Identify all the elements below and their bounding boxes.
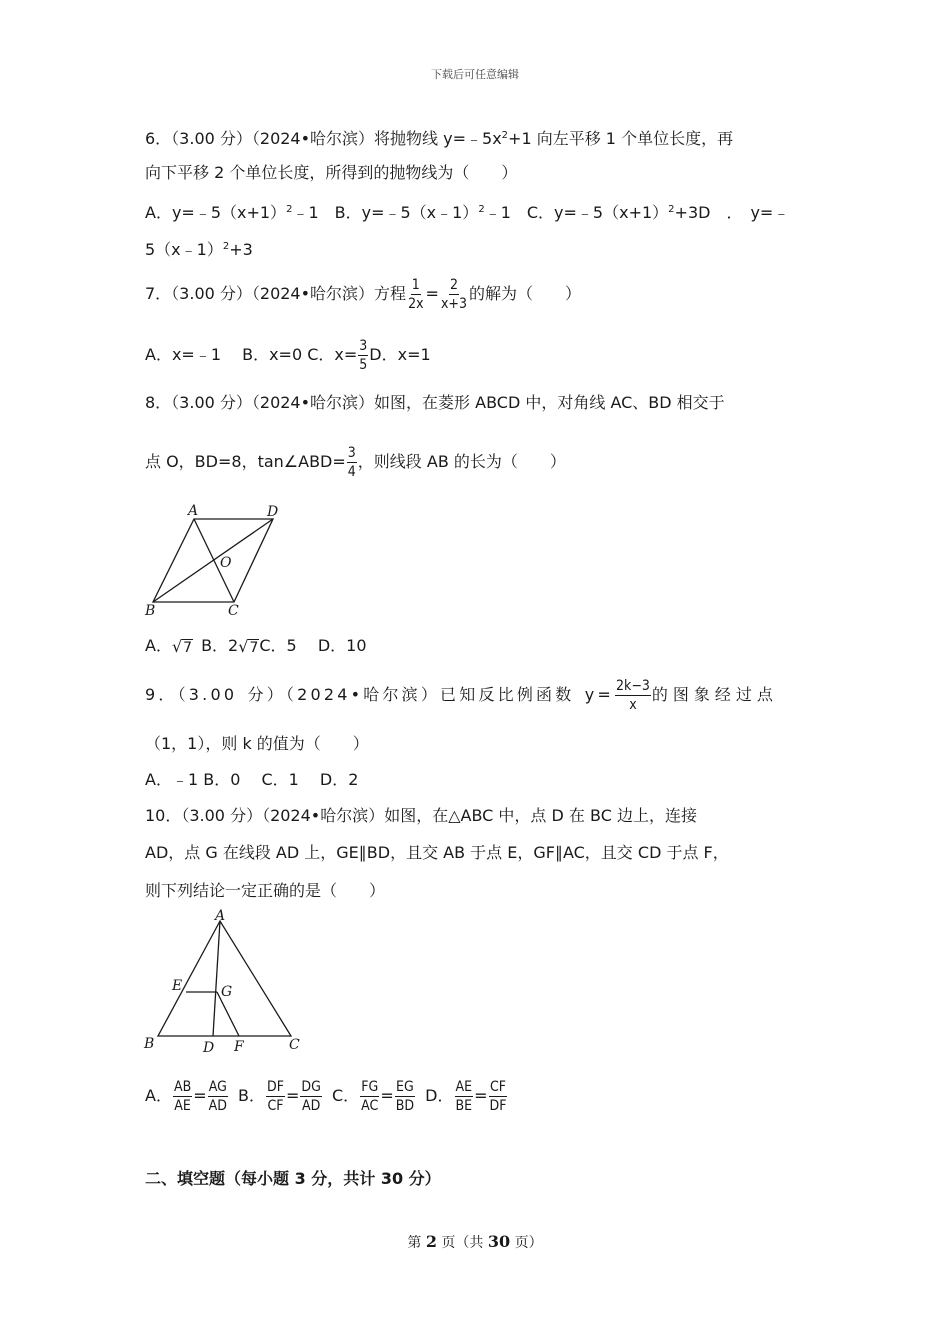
q9-options: A．﹣1 B．0 C．1 D．2 — [145, 770, 359, 789]
q8-stem-line1: 8．（3.00 分）（2024•哈尔滨）如图，在菱形 ABCD 中，对角线 AC、BD 相交于 — [145, 393, 725, 412]
label-e: E — [172, 978, 183, 994]
label-c: C — [289, 1037, 300, 1053]
label-a: A — [215, 908, 226, 924]
q6-stem-line1 — [145, 125, 733, 150]
q9-stem-tail: 的图象经过点 — [651, 685, 778, 704]
q7-options — [145, 338, 431, 373]
q6-exp-a: 2 — [286, 204, 293, 215]
q9-stem-line1 — [145, 678, 778, 713]
q10-option-b: B． $\frac{DF}{CF}$ = $\frac{DG}{AD}$ — [238, 1079, 321, 1114]
q6-options-line1 — [145, 199, 789, 224]
q7-stem-text: 7．（3.00 分）（2024•哈尔滨）方程 — [145, 284, 407, 303]
q8-rhombus-figure — [140, 498, 290, 620]
q7-options-text: A．x=﹣1 B．x=0 C．x= — [145, 345, 358, 364]
q6-exp-d: 2 — [222, 241, 230, 252]
q10-option-a: A． $\frac{AB}{AE}$ = $\frac{AG}{AD}$ — [145, 1079, 227, 1114]
q6-stem-line2: 向下平移 2 个单位长度，所得到的抛物线为（ ） — [145, 163, 518, 182]
q10-options — [145, 1079, 508, 1114]
total-pages: 30 — [487, 1232, 511, 1251]
q6-option-d-tail: +3 — [229, 240, 253, 259]
label-o: O — [220, 555, 232, 571]
q8-stem-tail: ，则线段 AB 的长为（ ） — [357, 452, 566, 471]
q10-stem-line3: 则下列结论一定正确的是（ ） — [145, 881, 386, 900]
q7-stem-tail: 的解为（ ） — [468, 284, 581, 303]
q6-option-d: +3D ． y=﹣ — [674, 203, 790, 222]
q6-option-b: ﹣1 B．y=﹣5（x﹣1） — [292, 203, 479, 222]
q6-stem-text: 6．（3.00 分）（2024•哈尔滨）将抛物线 y=﹣5x — [145, 129, 502, 148]
q7-stem: 7．（3.00 分）（2024•哈尔滨）方程 $\frac{1}{2x}$ = $\frac{2}{x+3}$ 的解为（ ） — [145, 277, 581, 312]
q6-stem-tail: +1 向左平移 1 个单位长度，再 — [508, 129, 734, 148]
q8-stem-line2 — [145, 445, 566, 480]
q7-fraction-1: $\frac{1}{2x}$ — [408, 277, 424, 312]
segment-ad — [213, 921, 220, 1036]
q9-stem-text: 9．（3.00 分）（2024•哈尔滨）已知反比例函数 y= — [145, 685, 615, 704]
q6-exp-c: 2 — [668, 204, 675, 215]
q6-exponent: 2 — [501, 130, 509, 141]
q7-fraction-2: $\frac{2}{x+3}$ — [440, 277, 467, 312]
q8-options — [145, 635, 367, 657]
label-c: C — [228, 603, 239, 619]
q6-option-c: ﹣1 C．y=﹣5（x+1） — [484, 203, 669, 222]
q8-sqrt-7b: √ 7 — [238, 636, 259, 656]
label-g: G — [221, 984, 233, 1000]
q8-sqrt-7: √ 7 — [171, 636, 193, 656]
q9-stem-line2: （1，1），则 k 的值为（ ） — [145, 734, 369, 753]
diagonal-bd — [153, 519, 273, 602]
label-b: B — [144, 1036, 155, 1052]
q6-options-line2 — [145, 236, 253, 261]
q6-exp-b: 2 — [478, 204, 485, 215]
q10-stem-line1: 10．（3.00 分）（2024•哈尔滨）如图，在△ABC 中，点 D 在 BC 边上，连接 — [145, 806, 697, 825]
q8-fraction: $\frac{3}{4}$ — [347, 445, 356, 480]
label-a: A — [188, 503, 199, 519]
label-f: F — [234, 1039, 244, 1055]
page-header: 下载后可任意编辑 — [431, 68, 519, 81]
q6-option-d-cont: 5（x﹣1） — [145, 240, 223, 259]
page-footer: 第 2 页（共 30 页） — [407, 1232, 543, 1251]
section-heading: 二、填空题（每小题 3 分，共计 30 分） — [145, 1169, 441, 1188]
q8-option-rest: C．5 D．10 — [259, 636, 367, 655]
q10-triangle-figure — [140, 908, 310, 1058]
q10-stem-line2: AD，点 G 在线段 AD 上，GE∥BD，且交 AB 于点 E，GF∥AC，且交 CD 于点 F， — [145, 843, 729, 862]
q8-stem-text: 点 O，BD=8，tan∠ABD= — [145, 452, 346, 471]
q7-option-c-fraction: $\frac{3}{5}$ — [359, 338, 368, 373]
q9-fraction: $\frac{2k-3}{x}$ — [616, 678, 650, 713]
q7-option-d: D．x=1 — [369, 345, 431, 364]
q10-option-c: C． $\frac{FG}{AC}$ = $\frac{EG}{BD}$ — [331, 1079, 415, 1114]
q6-option-a: A．y=﹣5（x+1） — [145, 203, 287, 222]
label-d: D — [267, 504, 279, 520]
q10-option-d: D． $\frac{AE}{BE}$ = $\frac{CF}{DF}$ — [425, 1079, 507, 1114]
label-d: D — [203, 1040, 215, 1056]
q8-option-a: A． — [145, 636, 172, 655]
page-number: 2 — [425, 1232, 437, 1251]
q8-option-b: B．2 — [201, 636, 239, 655]
label-b: B — [145, 603, 156, 619]
